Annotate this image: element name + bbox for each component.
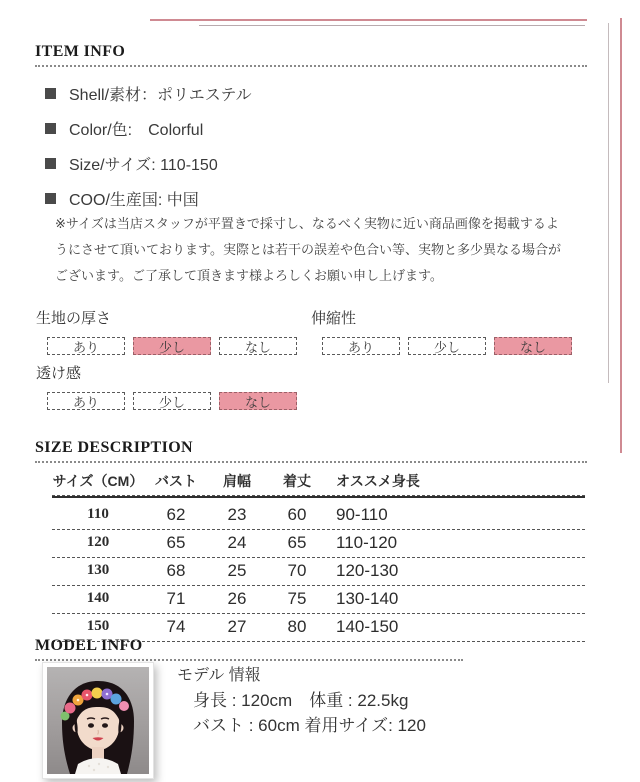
- size-table-header: [52, 471, 585, 496]
- note-line: うにさせて頂いております。実際とは若干の誤差や色合い等、実物と多少異なる場合が: [55, 242, 561, 257]
- size-description-section: [35, 438, 587, 642]
- col-header-size: サイズ（CM）: [52, 473, 144, 489]
- cell-length: 75: [287, 589, 307, 608]
- note-line: ございます。ご了承して頂きます様よろしくお願い申し上げます。: [55, 268, 443, 283]
- cell-size: 140: [86, 590, 110, 606]
- cell-length: 65: [287, 533, 307, 552]
- option-chip-sukoshi: 少し: [408, 337, 486, 355]
- cell-length: 80: [287, 617, 307, 636]
- stretch-options: [322, 337, 572, 355]
- bullet-item-shell: [45, 85, 587, 104]
- model-measurements: [177, 666, 426, 735]
- table-row: [52, 558, 585, 586]
- bullet-square-icon: [45, 193, 56, 204]
- cell-size: 110: [87, 506, 109, 522]
- model-info-title: MODEL INFO: [35, 636, 463, 661]
- fabric-thickness-options: [47, 337, 297, 355]
- option-chip-sukoshi: 少し: [133, 392, 211, 410]
- col-header-shoulder: 肩幅: [223, 473, 251, 489]
- col-header-height: オススメ身長: [336, 473, 420, 489]
- table-row: [52, 586, 585, 614]
- option-chip-ari: あり: [322, 337, 400, 355]
- bullet-square-icon: [45, 88, 56, 99]
- size-disclaimer-note: [55, 211, 583, 289]
- option-chip-ari: あり: [47, 337, 125, 355]
- cell-shoulder: 25: [227, 561, 247, 580]
- cell-length: 60: [287, 505, 307, 524]
- col-header-bust: バスト: [155, 473, 197, 489]
- cell-height: 120-130: [336, 561, 399, 580]
- header-divider: [52, 496, 585, 498]
- bullet-item-size: [45, 155, 587, 174]
- cell-shoulder: 27: [227, 617, 247, 636]
- bullet-item-color: [45, 120, 587, 139]
- cell-shoulder: 23: [227, 505, 247, 524]
- cell-bust: 65: [166, 533, 186, 552]
- cell-size: 130: [86, 562, 110, 578]
- cell-size: 120: [86, 534, 110, 550]
- option-chip-nashi: なし: [219, 337, 297, 355]
- cell-size: 150: [86, 618, 110, 634]
- cell-height: 90-110: [336, 505, 388, 524]
- fabric-thickness-group: [36, 309, 297, 355]
- cell-shoulder: 24: [227, 533, 247, 552]
- bullet-square-icon: [45, 158, 56, 169]
- cell-height: 110-120: [336, 533, 398, 552]
- item-info-title: ITEM INFO: [35, 42, 587, 67]
- cell-bust: 62: [166, 505, 186, 524]
- cell-shoulder: 26: [227, 589, 247, 608]
- sheerness-group: [36, 364, 297, 410]
- bullet-label: Color/色: Colorful: [69, 121, 204, 139]
- bullet-square-icon: [45, 123, 56, 134]
- model-heading: モデル 情報: [177, 667, 261, 684]
- right-accent-line: [620, 18, 622, 453]
- option-chip-nashi: なし: [219, 392, 297, 410]
- cell-bust: 74: [166, 617, 186, 636]
- col-header-length: 着丈: [283, 473, 311, 489]
- top-accent-line: [150, 19, 587, 21]
- model-bust-size: バスト : 60cm 着用サイズ: 120: [193, 716, 426, 735]
- right-accent-line-thin: [608, 23, 609, 383]
- table-row: [52, 530, 585, 558]
- bullet-label: Size/サイズ: 110-150: [69, 156, 218, 174]
- cell-bust: 71: [166, 589, 186, 608]
- option-chip-nashi: なし: [494, 337, 572, 355]
- item-info-section: [35, 42, 587, 289]
- item-info-bullet-list: [45, 85, 587, 209]
- top-accent-line-thin: [199, 25, 585, 26]
- size-description-title: SIZE DESCRIPTION: [35, 438, 587, 463]
- bullet-item-coo: [45, 190, 587, 209]
- sheerness-options: [47, 392, 297, 410]
- cell-height: 140-150: [336, 617, 399, 636]
- stretch-label: 伸縮性: [311, 310, 357, 327]
- model-photo: [42, 662, 154, 779]
- model-height-weight: 身長 : 120cm 体重 : 22.5kg: [193, 691, 409, 710]
- fabric-thickness-label: 生地の厚さ: [36, 310, 112, 327]
- stretch-group: [311, 309, 572, 355]
- option-chip-ari: あり: [47, 392, 125, 410]
- table-row: [52, 502, 585, 530]
- cell-height: 130-140: [336, 589, 399, 608]
- sheerness-label: 透け感: [36, 365, 82, 382]
- model-info-section: [35, 636, 587, 782]
- option-chip-sukoshi: 少し: [133, 337, 211, 355]
- cell-bust: 68: [166, 561, 186, 580]
- cell-length: 70: [287, 561, 307, 580]
- bullet-label: Shell/素材：ポリエステル: [69, 86, 252, 104]
- note-line: ※サイズは当店スタッフが平置きで採寸し、なるべく実物に近い商品画像を掲載するよ: [55, 216, 559, 231]
- size-table: [52, 471, 585, 642]
- size-table-body: [52, 502, 585, 642]
- model-photo-illustration: [47, 667, 149, 774]
- bullet-label: COO/生産国: 中国: [69, 191, 199, 209]
